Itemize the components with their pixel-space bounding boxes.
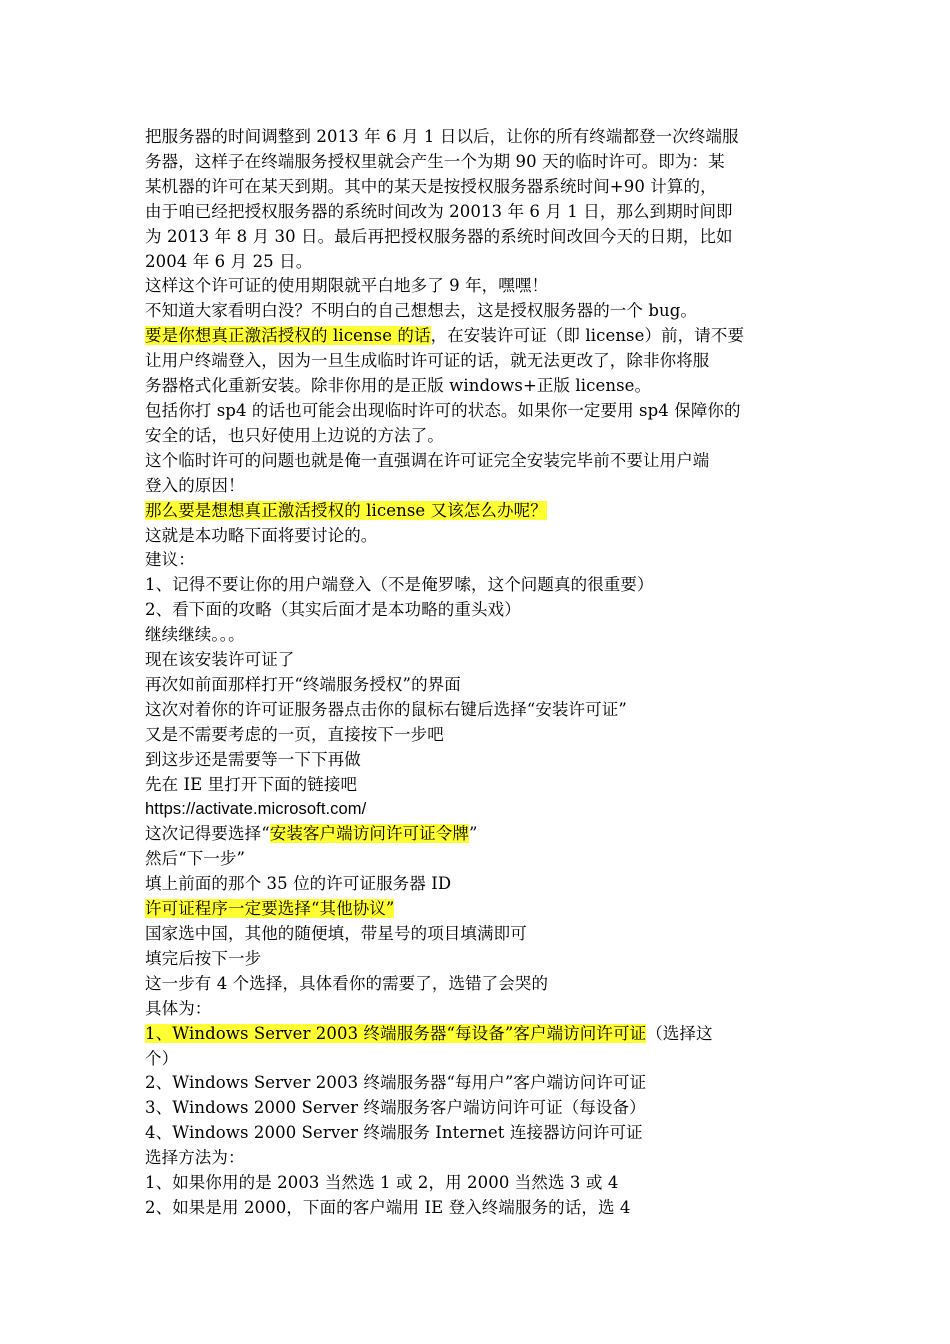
text-line xyxy=(145,897,815,922)
text-line xyxy=(145,524,815,549)
text-line xyxy=(145,797,815,822)
line-text: 这就是本功略下面将要讨论的。 xyxy=(145,525,378,545)
document-body xyxy=(145,125,815,1221)
text-line xyxy=(145,1146,815,1171)
line-text: 填上前面的那个 35 位的许可证服务器 ID xyxy=(145,874,452,894)
line-text: 这样这个许可证的使用期限就平白地多了 9 年，嘿嘿！ xyxy=(145,276,549,296)
text-line xyxy=(145,150,815,175)
line-text: 继续继续。。。 xyxy=(145,625,245,645)
text-line xyxy=(145,922,815,947)
text-line xyxy=(145,1047,815,1072)
text-line xyxy=(145,1171,815,1196)
line-text: 这次对着你的许可证服务器点击你的鼠标右键后选择“安装许可证” xyxy=(145,699,627,719)
line-text: 1、记得不要让你的用户端登入（不是俺罗嗦，这个问题真的很重要） xyxy=(145,575,654,595)
text-line xyxy=(145,673,815,698)
line-text: 4、Windows 2000 Server 终端服务 Internet 连接器访问许可证 xyxy=(145,1123,643,1143)
text-line xyxy=(145,723,815,748)
line-text: 3、Windows 2000 Server 终端服务客户端访问许可证（每设备） xyxy=(145,1098,646,1118)
text-line xyxy=(145,573,815,598)
text-line xyxy=(145,274,815,299)
text-line xyxy=(145,773,815,798)
line-text: 2、看下面的攻略（其实后面才是本功略的重头戏） xyxy=(145,600,521,620)
line-text: 先在 IE 里打开下面的链接吧 xyxy=(145,774,358,794)
line-text: 务器格式化重新安装。除非你用的是正版 windows+正版 license。 xyxy=(145,376,652,396)
text-line xyxy=(145,125,815,150)
text-line xyxy=(145,399,815,424)
line-text: 包括你打 sp4 的话也可能会出现临时许可的状态。如果你一定要用 sp4 保障你的 xyxy=(145,400,741,420)
text-line xyxy=(145,175,815,200)
line-text: 然后“下一步” xyxy=(145,849,246,869)
line-text: 务器，这样子在终端服务授权里就会产生一个为期 90 天的临时许可。即为：某 xyxy=(145,151,725,171)
text-line xyxy=(145,947,815,972)
text-line xyxy=(145,250,815,275)
line-text: 这一步有 4 个选择，具体看你的需要了，选错了会哭的 xyxy=(145,973,549,993)
text-line xyxy=(145,997,815,1022)
text-line xyxy=(145,374,815,399)
line-text: ” xyxy=(468,824,478,844)
text-line xyxy=(145,424,815,449)
line-text: 为 2013 年 8 月 30 日。最后再把授权服务器的系统时间改回今天的日期，比如 xyxy=(145,226,733,246)
highlighted-text: 许可证程序一定要选择“其他协议” xyxy=(145,899,395,919)
line-text: 个） xyxy=(145,1048,179,1068)
text-line xyxy=(145,349,815,374)
text-line xyxy=(145,698,815,723)
text-line xyxy=(145,324,815,349)
line-text: 填完后按下一步 xyxy=(145,948,262,968)
line-text: 选择方法为： xyxy=(145,1148,245,1168)
text-line xyxy=(145,1196,815,1221)
url-text: https://activate.microsoft.com/ xyxy=(145,800,367,819)
line-text: 登入的原因！ xyxy=(145,475,245,495)
text-line xyxy=(145,200,815,225)
line-text: 安全的话，也只好使用上边说的方法了。 xyxy=(145,425,444,445)
line-text: ，在安装许可证（即 license）前，请不要 xyxy=(430,326,745,346)
line-text: 再次如前面那样打开“终端服务授权”的界面 xyxy=(145,674,461,694)
text-line xyxy=(145,299,815,324)
line-text: 现在该安装许可证了 xyxy=(145,650,295,670)
line-text: 让用户终端登入，因为一旦生成临时许可证的话，就无法更改了，除非你将服 xyxy=(145,351,710,371)
line-text: 又是不需要考虑的一页，直接按下一步吧 xyxy=(145,724,444,744)
line-text: 这个临时许可的问题也就是俺一直强调在许可证完全安装完毕前不要让用户端 xyxy=(145,450,710,470)
highlighted-text: 那么要是想想真正激活授权的 license 又该怎么办呢？ xyxy=(145,500,547,520)
line-text: 2、如果是用 2000，下面的客户端用 IE 登入终端服务的话，选 4 xyxy=(145,1197,631,1217)
text-line xyxy=(145,847,815,872)
highlighted-text: 安装客户端访问许可证令牌 xyxy=(269,824,469,844)
line-text: 2004 年 6 月 25 日。 xyxy=(145,251,313,271)
text-line xyxy=(145,474,815,499)
text-line xyxy=(145,748,815,773)
text-line xyxy=(145,648,815,673)
line-text: 2、Windows Server 2003 终端服务器“每用户”客户端访问许可证 xyxy=(145,1073,647,1093)
text-line xyxy=(145,1096,815,1121)
line-text: 具体为： xyxy=(145,998,212,1018)
line-text: 把服务器的时间调整到 2013 年 6 月 1 日以后，让你的所有终端都登一次终端服 xyxy=(145,127,739,146)
highlighted-text: 要是你想真正激活授权的 license 的话 xyxy=(145,326,431,346)
text-line xyxy=(145,548,815,573)
text-line xyxy=(145,449,815,474)
text-line xyxy=(145,623,815,648)
text-line xyxy=(145,499,815,524)
text-line xyxy=(145,972,815,997)
line-text: 某机器的许可在某天到期。其中的某天是按授权服务器系统时间+90 计算的， xyxy=(145,176,717,196)
text-line xyxy=(145,822,815,847)
text-line xyxy=(145,872,815,897)
text-line xyxy=(145,225,815,250)
line-text: 建议： xyxy=(145,550,195,570)
line-text: 1、如果你用的是 2003 当然选 1 或 2，用 2000 当然选 3 或 4 xyxy=(145,1173,619,1193)
line-text: 国家选中国，其他的随便填，带星号的项目填满即可 xyxy=(145,924,527,943)
text-line xyxy=(145,1121,815,1146)
highlighted-text: 1、Windows Server 2003 终端服务器“每设备”客户端访问许可证 xyxy=(145,1023,647,1043)
line-text: （选择这 xyxy=(646,1023,713,1043)
line-text: 不知道大家看明白没？不明白的自己想想去，这是授权服务器的一个 bug。 xyxy=(145,301,697,321)
line-text: 到这步还是需要等一下下再做 xyxy=(145,749,361,769)
line-text: 这次记得要选择“ xyxy=(145,824,270,844)
text-line xyxy=(145,1022,815,1047)
text-line xyxy=(145,598,815,623)
line-text: 由于咱已经把授权服务器的系统时间改为 20013 年 6 月 1 日，那么到期时间即 xyxy=(145,201,733,221)
text-line xyxy=(145,1071,815,1096)
